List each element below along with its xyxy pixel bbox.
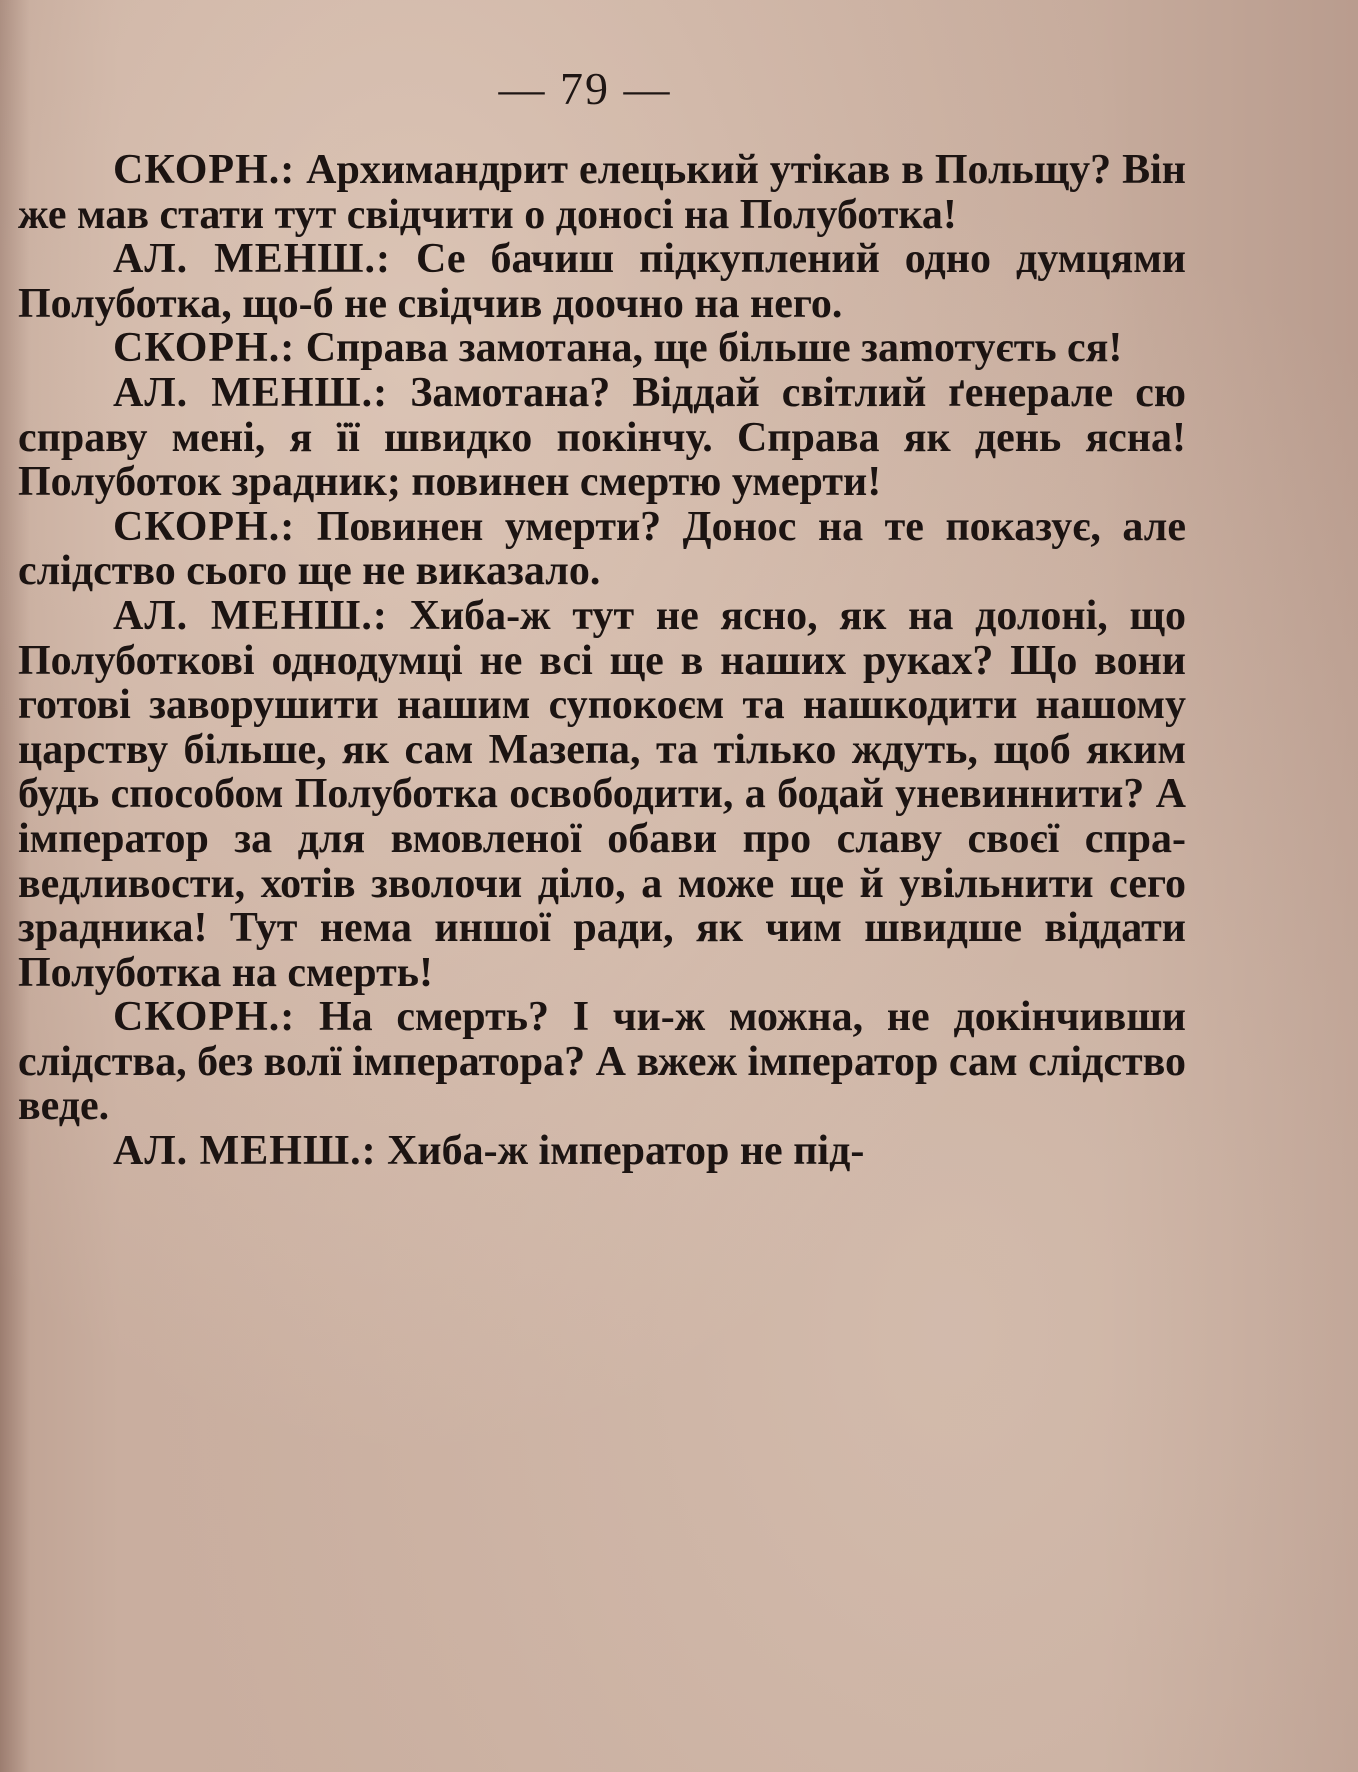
dialogue-line: Архимандрит елецький утікав в Польщу? Він же мав стати тут свідчити о доносі на Полуботка! (18, 147, 1186, 238)
dialogue-line: Хиба-ж тут не ясно, як на долоні, що Полуботкові однодумці не всі ще в наших руках? Що вони готові заворушити нашим супокоєм та нашкодити нашому царству більше, як сам Мазепа, та тілько ждуть, щоб яким будь способом Полуботка освободити, а бодай уневиннити? А імператор за для вмовленої обави про славу своєї справедливости, хотів зволочи діло, а може ще й увільнити сего зрадника! Тут нема иншої ради, як чим швидше віддати Полуботка на смерть! (18, 592, 1186, 996)
dialogue-paragraph (18, 995, 1186, 1129)
speaker-name: АЛ. МЕНШ.: (113, 592, 388, 639)
dialogue-paragraph (18, 371, 1186, 505)
dialogue-paragraph (18, 326, 1186, 371)
dialogue-paragraph (18, 1129, 1186, 1174)
dialogue-line: Справа замотана, ще більше заmотуєть ся! (305, 325, 1123, 372)
dialogue-paragraph (18, 148, 1186, 237)
speaker-name: АЛ. МЕНШ.: (113, 1128, 377, 1175)
dialogue-line: Се бачиш підкуплений одно думцями Полуботка, що-б не свідчив доочно на него. (18, 236, 1186, 327)
speaker-name: АЛ. МЕНШ.: (113, 236, 392, 283)
dialogue-paragraph (18, 594, 1186, 995)
speaker-name: СКОРН.: (113, 325, 296, 372)
page-number: — 79 — (498, 63, 672, 114)
dialogue-paragraph (18, 237, 1186, 326)
dialogue-line: Повинен умерти? Донос на те показує, але слідство сього ще не виказало. (18, 503, 1186, 595)
dialogue-line: Хиба-ж імператор не під- (387, 1128, 865, 1175)
dialogue-paragraph (18, 505, 1186, 594)
dialogue-text (18, 148, 1186, 1174)
speaker-name: СКОРН.: (113, 147, 296, 193)
speaker-name: АЛ. МЕНШ.: (113, 369, 389, 416)
dialogue-line: Замотана? Віддай світлий ґенерале сю справу мені, я її швидко покінчу. Справа як день ясна! Полуботок зрадник; повинен смертю умерти! (18, 369, 1187, 506)
speaker-name: СКОРН.: (113, 503, 296, 550)
dialogue-line: На смерть? І чи-ж можна, не докінчивши слідства, без волї імператора? А вжеж імператор сам слідство веде. (18, 994, 1186, 1130)
speaker-name: СКОРН.: (113, 994, 296, 1041)
